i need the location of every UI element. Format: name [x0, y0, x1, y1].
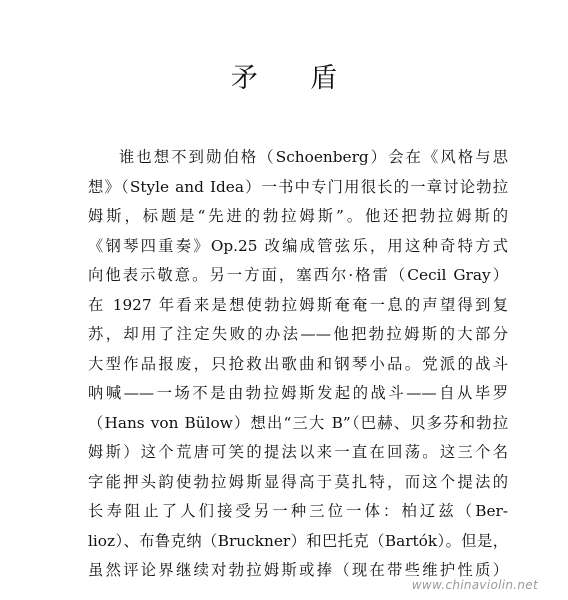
text-line: 虽然评论界继续对勃拉姆斯或捧（现在带些维护性质） — [88, 561, 508, 579]
text-line: 姆斯，标题是“先进的勃拉姆斯”。他还把勃拉姆斯的 — [88, 207, 508, 225]
text-line: 在 1927 年看来是想使勃拉姆斯奄奄一息的声望得到复 — [88, 295, 508, 314]
text-line: 想》（Style and Idea）一书中专门用很长的一章讨论勃拉 — [88, 177, 508, 196]
text-line: （Hans von Bülow）想出“三大 B”（巴赫、贝多芬和勃拉 — [88, 413, 508, 432]
text-line: 《钢琴四重奏》Op.25 改编成管弦乐，用这种奇特方式 — [88, 236, 508, 255]
text-line: 向他表示敬意。另一方面，塞西尔·格雷（Cecil Gray） — [88, 266, 508, 284]
text-line: 大型作品报废，只抢救出歌曲和钢琴小品。党派的战斗 — [88, 354, 508, 373]
text-line: 长寿阻止了人们接受另一种三位一体：柏辽兹（Ber- — [88, 502, 508, 520]
text-line: 呐喊——一场不是由勃拉姆斯发起的战斗——自从毕罗 — [88, 384, 508, 402]
text-line: 姆斯）这个荒唐可笑的提法以来一直在回荡。这三个名 — [88, 443, 508, 461]
text-line: 苏，却用了注定失败的办法——他把勃拉姆斯的大部分 — [88, 325, 508, 343]
text-line: 谁也想不到勋伯格（Schoenberg）会在《风格与思 — [119, 148, 508, 166]
text-line: 字能押头韵使勃拉姆斯显得高于莫扎特，而这个提法的 — [88, 472, 508, 491]
watermark-text: www.chinaviolin.net — [411, 578, 538, 592]
text-line: lioz）、布鲁克纳（Bruckner）和巴托克（Bartók）。但是， — [88, 531, 508, 550]
body-paragraph — [88, 143, 508, 586]
page-title: 矛 盾 — [230, 63, 360, 94]
